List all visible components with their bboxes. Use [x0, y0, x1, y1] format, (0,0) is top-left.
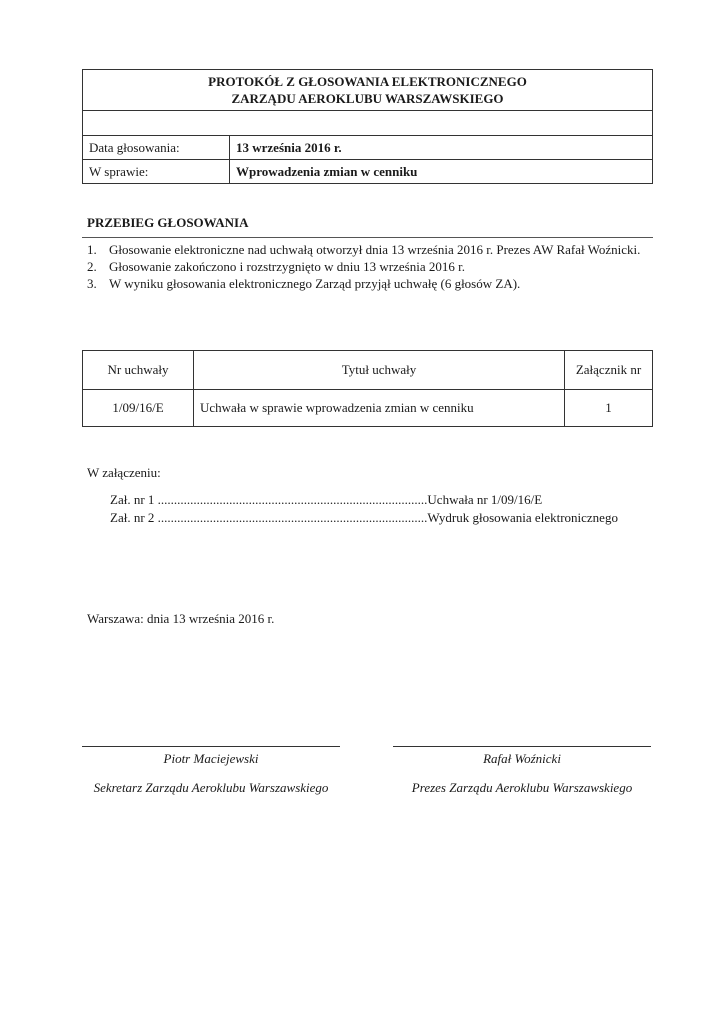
attachments-list	[110, 491, 618, 527]
list-item	[110, 491, 618, 509]
attachment-text: Uchwała nr 1/09/16/E	[427, 492, 543, 507]
subject-value: Wprowadzenia zmian w cenniku	[230, 160, 653, 184]
blank-row	[83, 111, 653, 136]
column-header: Nr uchwały	[83, 351, 194, 390]
signatory-role: Sekretarz Zarządu Aeroklubu Warszawskiego	[93, 780, 329, 795]
step-text: W wyniku głosowania elektronicznego Zarząd przyjął uchwałę (6 głosów ZA).	[109, 276, 521, 291]
leader-dots: ...................................................................................	[157, 492, 428, 507]
attachment-label: Zał. nr 2	[110, 510, 155, 525]
step-text: Głosowanie zakończono i rozstrzygnięto w dniu 13 września 2016 r.	[109, 259, 465, 274]
attachments-title: W załączeniu:	[87, 465, 161, 480]
step-text: Głosowanie elektroniczne nad uchwałą otworzył dnia 13 września 2016 r. Prezes AW Rafał Woźnicki.	[109, 242, 641, 257]
table-cell: Uchwała w sprawie wprowadzenia zmian w cenniku	[194, 390, 565, 427]
signature-line	[393, 746, 651, 747]
subject-label: W sprawie:	[83, 160, 230, 184]
list-item	[87, 258, 647, 275]
table-cell: 1/09/16/E	[83, 390, 194, 427]
signature-block-president	[393, 746, 651, 796]
section-divider	[82, 237, 653, 238]
signature-block-secretary	[82, 746, 340, 796]
table-header-row	[83, 351, 653, 390]
step-number: 1.	[87, 242, 97, 257]
step-number: 3.	[87, 276, 97, 291]
attachment-label: Zał. nr 1	[110, 492, 155, 507]
column-header: Tytuł uchwały	[194, 351, 565, 390]
list-item	[87, 275, 647, 292]
table-cell: 1	[565, 390, 653, 427]
step-number: 2.	[87, 259, 97, 274]
date-value: 13 września 2016 r.	[230, 136, 653, 160]
section-title: PRZEBIEG GŁOSOWANIA	[87, 215, 249, 230]
resolutions-table	[82, 350, 653, 427]
voting-steps-list	[87, 241, 647, 292]
list-item	[110, 509, 618, 527]
document-title	[83, 70, 653, 111]
place-and-date: Warszawa: dnia 13 września 2016 r.	[87, 611, 275, 626]
title-line-1: PROTOKÓŁ Z GŁOSOWANIA ELEKTRONICZNEGO	[208, 74, 527, 89]
list-item	[87, 241, 647, 258]
table-row	[83, 390, 653, 427]
signatory-name: Rafał Woźnicki	[483, 751, 561, 766]
column-header: Załącznik nr	[565, 351, 653, 390]
signature-line	[82, 746, 340, 747]
leader-dots: ...................................................................................	[157, 510, 428, 525]
signatory-role: Prezes Zarządu Aeroklubu Warszawskiego	[411, 780, 633, 795]
attachment-text: Wydruk głosowania elektronicznego	[427, 510, 618, 525]
date-label: Data głosowania:	[83, 136, 230, 160]
header-table	[82, 69, 653, 184]
title-line-2: ZARZĄDU AEROKLUBU WARSZAWSKIEGO	[231, 91, 504, 106]
signatory-name: Piotr Maciejewski	[163, 751, 259, 766]
